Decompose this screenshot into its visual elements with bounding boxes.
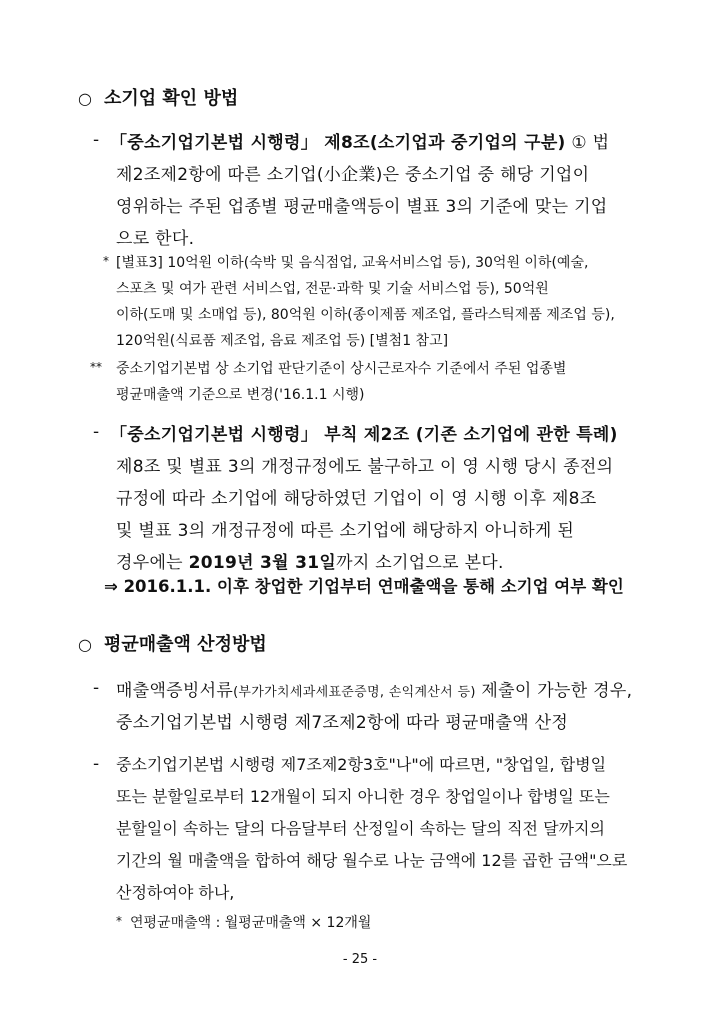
text: 까지 소기업으로 본다. (336, 553, 504, 573)
paragraph-line: 중소기업기본법 시행령 제7조제2항에 따라 평균매출액 산정 (116, 713, 569, 733)
paragraph-line: 중소기업기본법 시행령 제7조제2항3호"나"에 따르면, "창업일, 합병일 (116, 755, 607, 774)
paragraph-line (116, 548, 504, 573)
paragraph-line: 제8조 및 별표 3의 개정규정에도 불구하고 이 영 시행 당시 종전의 (116, 457, 614, 477)
small-text: (부가가치세과세표준증명, 손익계산서 등) (233, 685, 476, 700)
note-line: 120억원(식료품 제조업, 음료 제조업 등) [별첨1 참고] (116, 333, 449, 349)
dash-marker: - (93, 678, 100, 698)
paragraph-line: 제2조제2항에 따른 소기업(小企業)은 중소기업 중 해당 기업이 (116, 165, 590, 185)
note-line: 이하(도매 및 소매업 등), 80억원 이하(종이제품 제조업, 플라스틱제품 제조업 등), (116, 307, 615, 323)
bold-text: 「중소기업기본법 시행령」 제8조(소기업과 중기업의 구분) (110, 133, 566, 153)
paragraph-line: 분할일이 속하는 달의 다음달부터 산정일이 속하는 달의 직전 달까지의 (116, 819, 605, 838)
note-double-asterisk: ** (90, 360, 102, 374)
section-title: 평균매출액 산정방법 (103, 634, 267, 655)
text: 경우에는 (116, 553, 189, 573)
text: 제출이 가능한 경우, (475, 681, 633, 701)
note-asterisk: * (116, 914, 122, 928)
paragraph-line: 「중소기업기본법 시행령」 부칙 제2조 (기존 소기업에 관한 특례) (110, 425, 618, 445)
paragraph-line: 영위하는 주된 업종별 평균매출액등이 별표 3의 기준에 맞는 기업 (116, 197, 608, 217)
note-line: 스포츠 및 여가 관련 서비스업, 전문·과학 및 기술 서비스업 등), 50억원 (116, 281, 549, 297)
note-line: [별표3] 10억원 이하(숙박 및 음식점업, 교육서비스업 등), 30억원 이하(예술, (116, 255, 589, 271)
paragraph-line: 산정하여야 하나, (116, 883, 235, 902)
paragraph-line (110, 128, 609, 153)
paragraph-line: 또는 분할일로부터 12개월이 되지 아니한 경우 창업일이나 합병일 또는 (116, 787, 610, 806)
bullet-circle: ○ (78, 89, 92, 108)
note-line: 연평균매출액 : 월평균매출액 × 12개월 (130, 915, 372, 931)
section-heading-average-sales (78, 630, 267, 656)
note-line: 중소기업기본법 상 소기업 판단기준이 상시근로자수 기준에서 주된 업종별 (116, 361, 567, 377)
section-heading-small-business (78, 84, 238, 110)
conclusion-line: ⇒ 2016.1.1. 이후 창업한 기업부터 연매출액을 통해 소기업 여부 확인 (104, 577, 624, 596)
section-title: 소기업 확인 방법 (103, 88, 239, 109)
paragraph-line: 규정에 따라 소기업에 해당하였던 기업이 이 영 시행 이후 제8조 (116, 489, 597, 509)
paragraph-line: 으로 한다. (116, 229, 195, 249)
text: ① 법 (565, 133, 610, 153)
dash-marker: - (93, 754, 100, 774)
paragraph-line: 및 별표 3의 개정규정에 따른 소기업에 해당하지 아니하게 된 (116, 521, 575, 541)
bold-date: 2019년 3월 31일 (188, 553, 337, 573)
bullet-circle: ○ (78, 635, 92, 654)
dash-marker: - (93, 422, 100, 442)
note-line: 평균매출액 기준으로 변경('16.1.1 시행) (116, 387, 365, 403)
text: 매출액증빙서류 (116, 681, 234, 701)
dash-marker: - (93, 130, 100, 150)
paragraph-line: 기간의 월 매출액을 합하여 해당 월수로 나눈 금액에 12를 곱한 금액"으로 (116, 851, 628, 870)
page-number: - 25 - (342, 952, 378, 967)
note-asterisk: * (103, 254, 109, 268)
paragraph-line (116, 676, 632, 701)
